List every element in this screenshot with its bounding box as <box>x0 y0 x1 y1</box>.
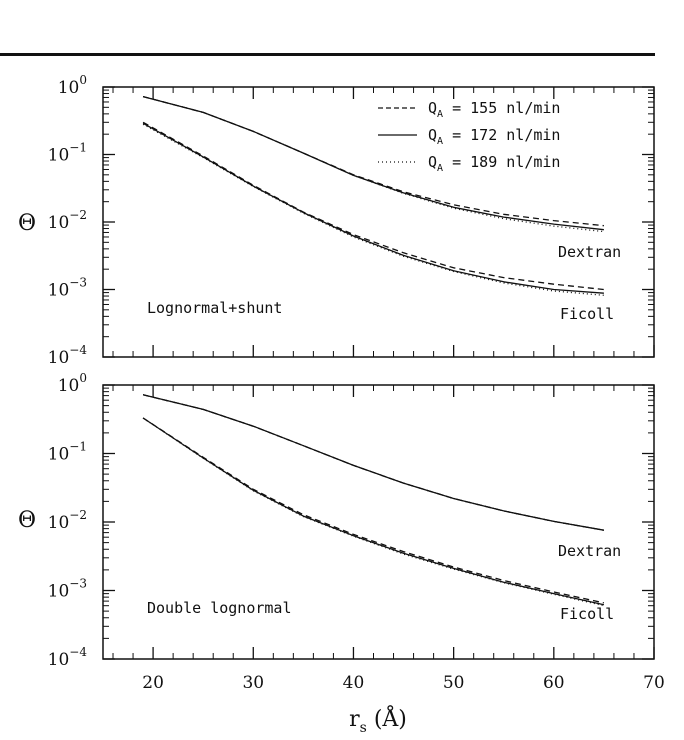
legend-item-172 <box>378 126 560 147</box>
bottom-annotation: Double lognormal <box>147 599 292 617</box>
y-tick-label: $10^0$ <box>57 371 87 396</box>
legend-text-155: $Q_A = 155$ nl/min <box>428 99 561 120</box>
bottom-y-axis-title: Θ <box>18 508 37 533</box>
top-y-axis-title: Θ <box>18 211 37 236</box>
bottom-label-dextran: Dextran <box>558 542 622 560</box>
x-tick-label: 40 <box>342 673 365 693</box>
series-line-ficoll-solid <box>143 123 604 293</box>
y-tick-label: $10^{-2}$ <box>47 208 87 233</box>
x-axis-title: $r_s$ (Å) <box>349 707 407 736</box>
legend-item-155 <box>378 99 560 120</box>
legend <box>378 99 560 174</box>
series-line-ficoll-dotted <box>143 124 604 295</box>
bottom-panel <box>18 371 654 670</box>
top-label-dextran: Dextran <box>558 243 622 261</box>
y-tick-label: $10^{-1}$ <box>47 439 87 465</box>
top-y-ticks <box>48 73 654 368</box>
y-tick-label: $10^{-4}$ <box>47 645 87 670</box>
legend-item-189 <box>378 153 560 174</box>
top-panel <box>18 73 654 368</box>
legend-text-172: $Q_A = 172$ nl/min <box>428 126 561 147</box>
x-tick-label: 50 <box>442 673 465 693</box>
y-tick-label: $10^{-4}$ <box>47 343 87 368</box>
x-tick-label: 20 <box>142 673 164 693</box>
top-rule <box>0 53 655 56</box>
top-annotation: Lognormal+shunt <box>147 299 283 317</box>
y-tick-label: $10^{-2}$ <box>47 508 87 533</box>
y-tick-label: $10^0$ <box>57 73 87 98</box>
bottom-label-ficoll: Ficoll <box>560 605 615 623</box>
series-line-ficoll-dotted <box>143 418 604 606</box>
top-label-ficoll: Ficoll <box>560 305 615 323</box>
x-tick-label: 30 <box>242 673 265 693</box>
x-tick-label: 70 <box>643 673 665 693</box>
bottom-curves <box>143 395 604 606</box>
series-line-ficoll-dashed <box>143 122 604 289</box>
series-line-ficoll-dashed <box>143 418 604 603</box>
x-tick-labels <box>142 673 665 693</box>
x-tick-label: 60 <box>542 673 565 693</box>
bottom-y-ticks <box>48 371 654 670</box>
y-tick-label: $10^{-3}$ <box>47 576 87 602</box>
y-tick-label: $10^{-1}$ <box>47 140 87 166</box>
y-tick-label: $10^{-3}$ <box>47 275 87 301</box>
legend-text-189: $Q_A = 189$ nl/min <box>428 153 561 174</box>
series-line-ficoll-solid <box>143 418 604 605</box>
